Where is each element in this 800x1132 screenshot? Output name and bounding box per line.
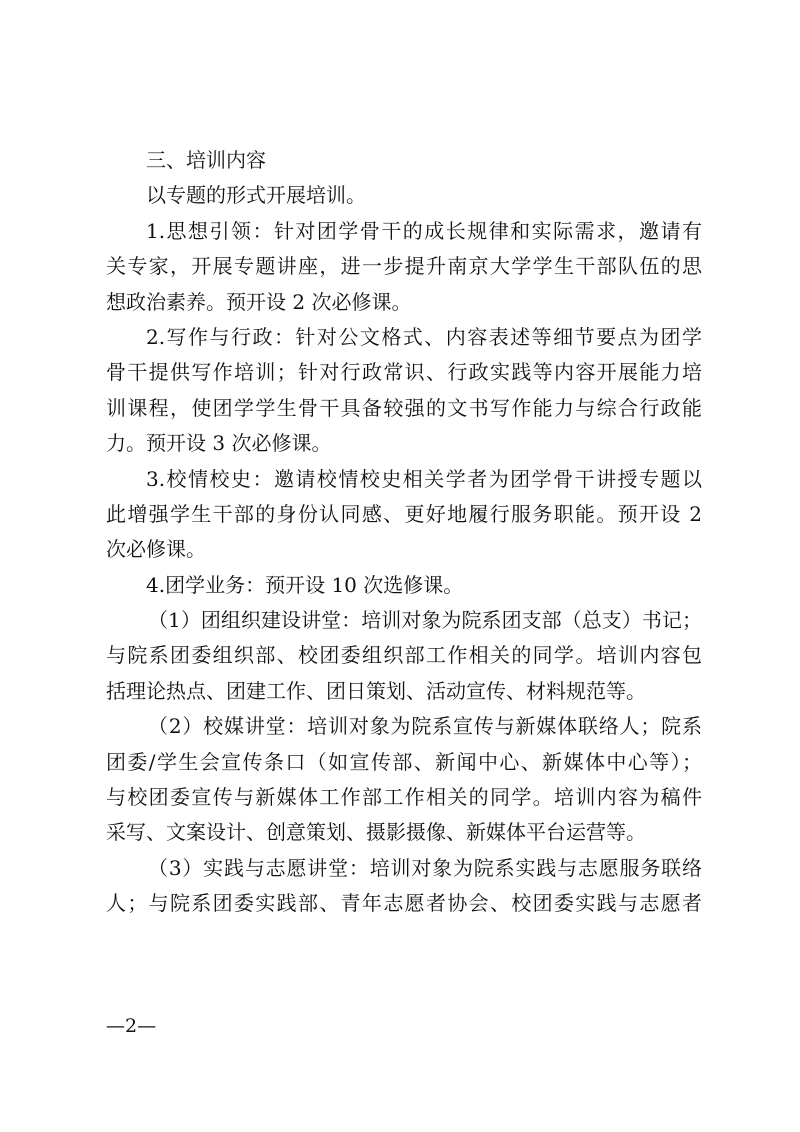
text-line: 次必修课。 bbox=[106, 537, 206, 562]
text-line: 采写、文案设计、创意策划、摄影摄像、新媒体平台运营等。 bbox=[106, 820, 646, 845]
text-line: 3.校情校史：邀请校情校史相关学者为团学骨干讲授专题以 bbox=[146, 466, 702, 491]
text-line: 1.思想引领：针对团学骨干的成长规律和实际需求，邀请有 bbox=[146, 218, 702, 243]
text-line: （2）校媒讲堂：培训对象为院系宣传与新媒体联络人；院系 bbox=[148, 714, 702, 739]
page-number: —2— bbox=[106, 1015, 157, 1037]
text-line: 想政治素养。预开设 2 次必修课。 bbox=[106, 289, 412, 314]
text-line: 骨干提供写作培训；针对行政常识、行政实践等内容开展能力培 bbox=[106, 360, 702, 385]
text-line: 2.写作与行政：针对公文格式、内容表述等细节要点为团学 bbox=[146, 324, 702, 349]
document-body bbox=[106, 143, 702, 922]
text-line: 与校团委宣传与新媒体工作部工作相关的同学。培训内容为稿件 bbox=[106, 785, 702, 810]
text-line: 此增强学生干部的身份认同感、更好地履行服务职能。预开设 2 bbox=[106, 501, 702, 526]
text-line: 4.团学业务：预开设 10 次选修课。 bbox=[146, 572, 464, 597]
text-line: 以专题的形式开展培训。 bbox=[146, 183, 366, 208]
text-line: 力。预开设 3 次必修课。 bbox=[106, 431, 332, 456]
text-line: 与院系团委组织部、校团委组织部工作相关的同学。培训内容包 bbox=[106, 643, 702, 668]
text-line: 关专家，开展专题讲座，进一步提升南京大学学生干部队伍的思 bbox=[106, 254, 702, 279]
text-line: 括理论热点、团建工作、团日策划、活动宣传、材料规范等。 bbox=[106, 678, 646, 703]
text-line: 人；与院系团委实践部、青年志愿者协会、校团委实践与志愿者 bbox=[106, 891, 702, 916]
text-line: 团委/学生会宣传条口（如宣传部、新闻中心、新媒体中心等）； bbox=[106, 749, 702, 774]
section-heading: 三、培训内容 bbox=[146, 148, 266, 172]
text-line: （1）团组织建设讲堂：培训对象为院系团支部（总支）书记； bbox=[148, 608, 702, 633]
text-line: 训课程，使团学学生骨干具备较强的文书写作能力与综合行政能 bbox=[106, 395, 702, 420]
text-line: （3）实践与志愿讲堂：培训对象为院系实践与志愿服务联络 bbox=[148, 855, 702, 880]
